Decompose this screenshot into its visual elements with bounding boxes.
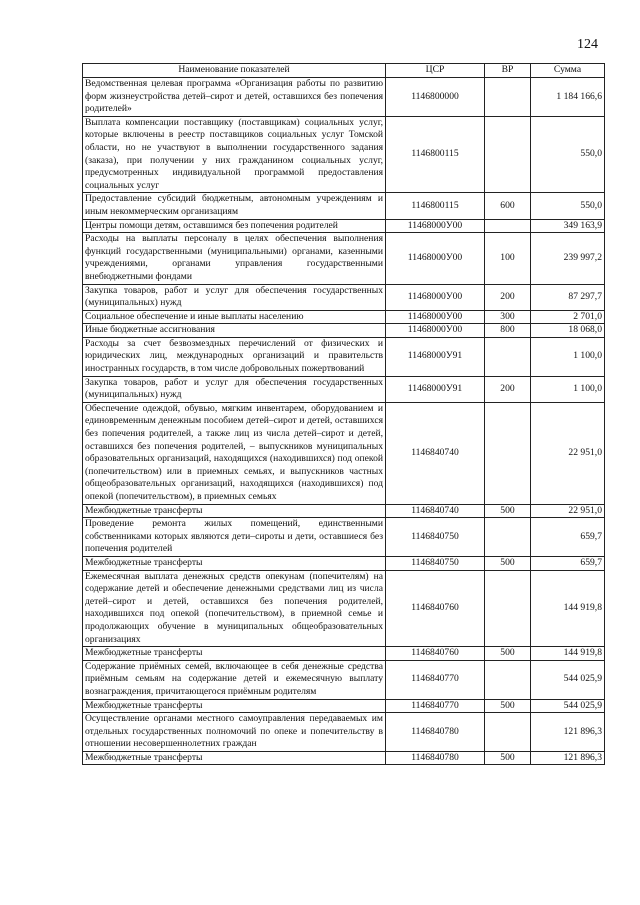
- table-row: [83, 376, 605, 402]
- cell-vr: [485, 713, 531, 752]
- cell-sum: 144 919,8: [531, 570, 605, 647]
- table-row: [83, 78, 605, 117]
- cell-sum: 121 896,3: [531, 713, 605, 752]
- cell-name: Межбюджетные трансферты: [83, 504, 386, 518]
- cell-code: 11468000У00: [386, 219, 485, 233]
- cell-code: 1146800000: [386, 78, 485, 117]
- cell-sum: 239 997,2: [531, 233, 605, 284]
- cell-vr: [485, 337, 531, 376]
- table-row: [83, 116, 605, 193]
- cell-code: 1146840770: [386, 699, 485, 713]
- cell-code: 11468000У00: [386, 284, 485, 310]
- cell-code: 1146800115: [386, 193, 485, 219]
- cell-sum: 1 100,0: [531, 376, 605, 402]
- table-row: [83, 647, 605, 661]
- table-row: [83, 337, 605, 376]
- cell-code: 1146840740: [386, 402, 485, 504]
- cell-vr: 500: [485, 699, 531, 713]
- table-row: [83, 570, 605, 647]
- cell-name: Содержание приёмных семей, включающее в себя денежные средства приёмным семьям на содержание детей и ежемесячную выплату вознаграждения, причитающегося приёмным родителям: [83, 660, 386, 699]
- table-row: [83, 193, 605, 219]
- cell-code: 11468000У00: [386, 324, 485, 338]
- cell-sum: 2 701,0: [531, 310, 605, 324]
- cell-vr: 500: [485, 504, 531, 518]
- cell-name: Расходы за счет безвозмездных перечислений от физических и юридических лиц, международных организаций и правительств иностранных государств, в том числе добровольных пожертвований: [83, 337, 386, 376]
- cell-name: Иные бюджетные ассигнования: [83, 324, 386, 338]
- cell-sum: 659,7: [531, 518, 605, 557]
- cell-sum: 659,7: [531, 556, 605, 570]
- cell-name: Социальное обеспечение и иные выплаты населению: [83, 310, 386, 324]
- cell-name: Осуществление органами местного самоуправления передаваемых им отдельных государственных полномочий по опеке и попечительству в отношении несовершеннолетних граждан: [83, 713, 386, 752]
- table-row: [83, 324, 605, 338]
- table-row: [83, 699, 605, 713]
- cell-vr: 200: [485, 284, 531, 310]
- cell-sum: 1 184 166,6: [531, 78, 605, 117]
- cell-sum: 22 951,0: [531, 402, 605, 504]
- cell-sum: 349 163,9: [531, 219, 605, 233]
- table-row: [83, 751, 605, 765]
- table-row: [83, 284, 605, 310]
- cell-vr: 600: [485, 193, 531, 219]
- table-row: [83, 518, 605, 557]
- cell-name: Межбюджетные трансферты: [83, 699, 386, 713]
- table-row: [83, 233, 605, 284]
- cell-vr: [485, 660, 531, 699]
- cell-name: Обеспечение одеждой, обувью, мягким инвентарем, оборудованием и единовременным денежным пособием детей–сирот и детей, оставшихся без попечения родителей, а также лиц из числа детей–сирот и детей, оставшихся без попечения родителей, – выпускников муниципальных образовательных организаций, находящихся (находившихся) под опекой (попечительством) или в приемных семьях, и выпускников частных общеобразовательных организаций, находящихся (находившихся) под опекой (попечительством), в приемных семьях: [83, 402, 386, 504]
- cell-vr: [485, 78, 531, 117]
- table-row: [83, 504, 605, 518]
- cell-sum: 544 025,9: [531, 699, 605, 713]
- header-sum: Сумма: [531, 64, 605, 78]
- header-code: ЦСР: [386, 64, 485, 78]
- cell-sum: 550,0: [531, 116, 605, 193]
- cell-sum: 1 100,0: [531, 337, 605, 376]
- cell-name: Межбюджетные трансферты: [83, 556, 386, 570]
- table-header-row: [83, 64, 605, 78]
- cell-code: 11468000У91: [386, 376, 485, 402]
- cell-vr: [485, 219, 531, 233]
- cell-name: Ведомственная целевая программа «Организация работы по развитию форм жизнеустройства детей–сирот и детей, оставшихся без попечения родителей»: [83, 78, 386, 117]
- budget-table: [82, 63, 605, 765]
- cell-code: 1146840740: [386, 504, 485, 518]
- cell-vr: 800: [485, 324, 531, 338]
- table-row: [83, 660, 605, 699]
- cell-code: 1146840770: [386, 660, 485, 699]
- cell-sum: 87 297,7: [531, 284, 605, 310]
- cell-code: 1146840750: [386, 556, 485, 570]
- header-vr: ВР: [485, 64, 531, 78]
- cell-vr: 300: [485, 310, 531, 324]
- cell-code: 1146840750: [386, 518, 485, 557]
- cell-sum: 121 896,3: [531, 751, 605, 765]
- cell-code: 1146800115: [386, 116, 485, 193]
- cell-sum: 144 919,8: [531, 647, 605, 661]
- cell-code: 11468000У00: [386, 233, 485, 284]
- cell-vr: 200: [485, 376, 531, 402]
- cell-code: 1146840760: [386, 647, 485, 661]
- cell-code: 11468000У91: [386, 337, 485, 376]
- cell-name: Межбюджетные трансферты: [83, 751, 386, 765]
- cell-name: Закупка товаров, работ и услуг для обеспечения государственных (муниципальных) нужд: [83, 376, 386, 402]
- cell-vr: [485, 402, 531, 504]
- cell-vr: 100: [485, 233, 531, 284]
- cell-code: 1146840780: [386, 713, 485, 752]
- cell-name: Предоставление субсидий бюджетным, автономным учреждениям и иным некоммерческим организациям: [83, 193, 386, 219]
- cell-vr: [485, 570, 531, 647]
- cell-name: Межбюджетные трансферты: [83, 647, 386, 661]
- cell-sum: 550,0: [531, 193, 605, 219]
- table-row: [83, 713, 605, 752]
- cell-vr: 500: [485, 751, 531, 765]
- cell-name: Выплата компенсации поставщику (поставщикам) социальных услуг, которые включены в реестр поставщиков социальных услуг Томской области, но не участвуют в выполнении государственного задания (заказа), при получении у них гражданином социальных услуг, предусмотренных индивидуальной программой предоставления социальных услуг: [83, 116, 386, 193]
- cell-name: Закупка товаров, работ и услуг для обеспечения государственных (муниципальных) нужд: [83, 284, 386, 310]
- table-row: [83, 402, 605, 504]
- cell-sum: 544 025,9: [531, 660, 605, 699]
- cell-name: Расходы на выплаты персоналу в целях обеспечения выполнения функций государственными (муниципальными) органами, казенными учреждениями, органами управления государственными внебюджетными фондами: [83, 233, 386, 284]
- cell-vr: 500: [485, 647, 531, 661]
- cell-code: 11468000У00: [386, 310, 485, 324]
- cell-code: 1146840760: [386, 570, 485, 647]
- table-row: [83, 556, 605, 570]
- cell-vr: [485, 116, 531, 193]
- header-name: Наименование показателей: [83, 64, 386, 78]
- cell-name: Проведение ремонта жилых помещений, единственными собственниками которых являются дети–сироты и дети, оставшиеся без попечения родителей: [83, 518, 386, 557]
- cell-name: Ежемесячная выплата денежных средств опекунам (попечителям) на содержание детей и обеспечение денежными средствами лиц из числа детей–сирот и детей, оставшихся без попечения родителей, находившихся под опекой (попечительством), в приемной семье и продолжающих обучение в муниципальных общеобразовательных организациях: [83, 570, 386, 647]
- table-row: [83, 310, 605, 324]
- cell-sum: 18 068,0: [531, 324, 605, 338]
- page-number: 124: [577, 37, 598, 52]
- cell-vr: [485, 518, 531, 557]
- cell-code: 1146840780: [386, 751, 485, 765]
- cell-name: Центры помощи детям, оставшимся без попечения родителей: [83, 219, 386, 233]
- table-row: [83, 219, 605, 233]
- cell-vr: 500: [485, 556, 531, 570]
- cell-sum: 22 951,0: [531, 504, 605, 518]
